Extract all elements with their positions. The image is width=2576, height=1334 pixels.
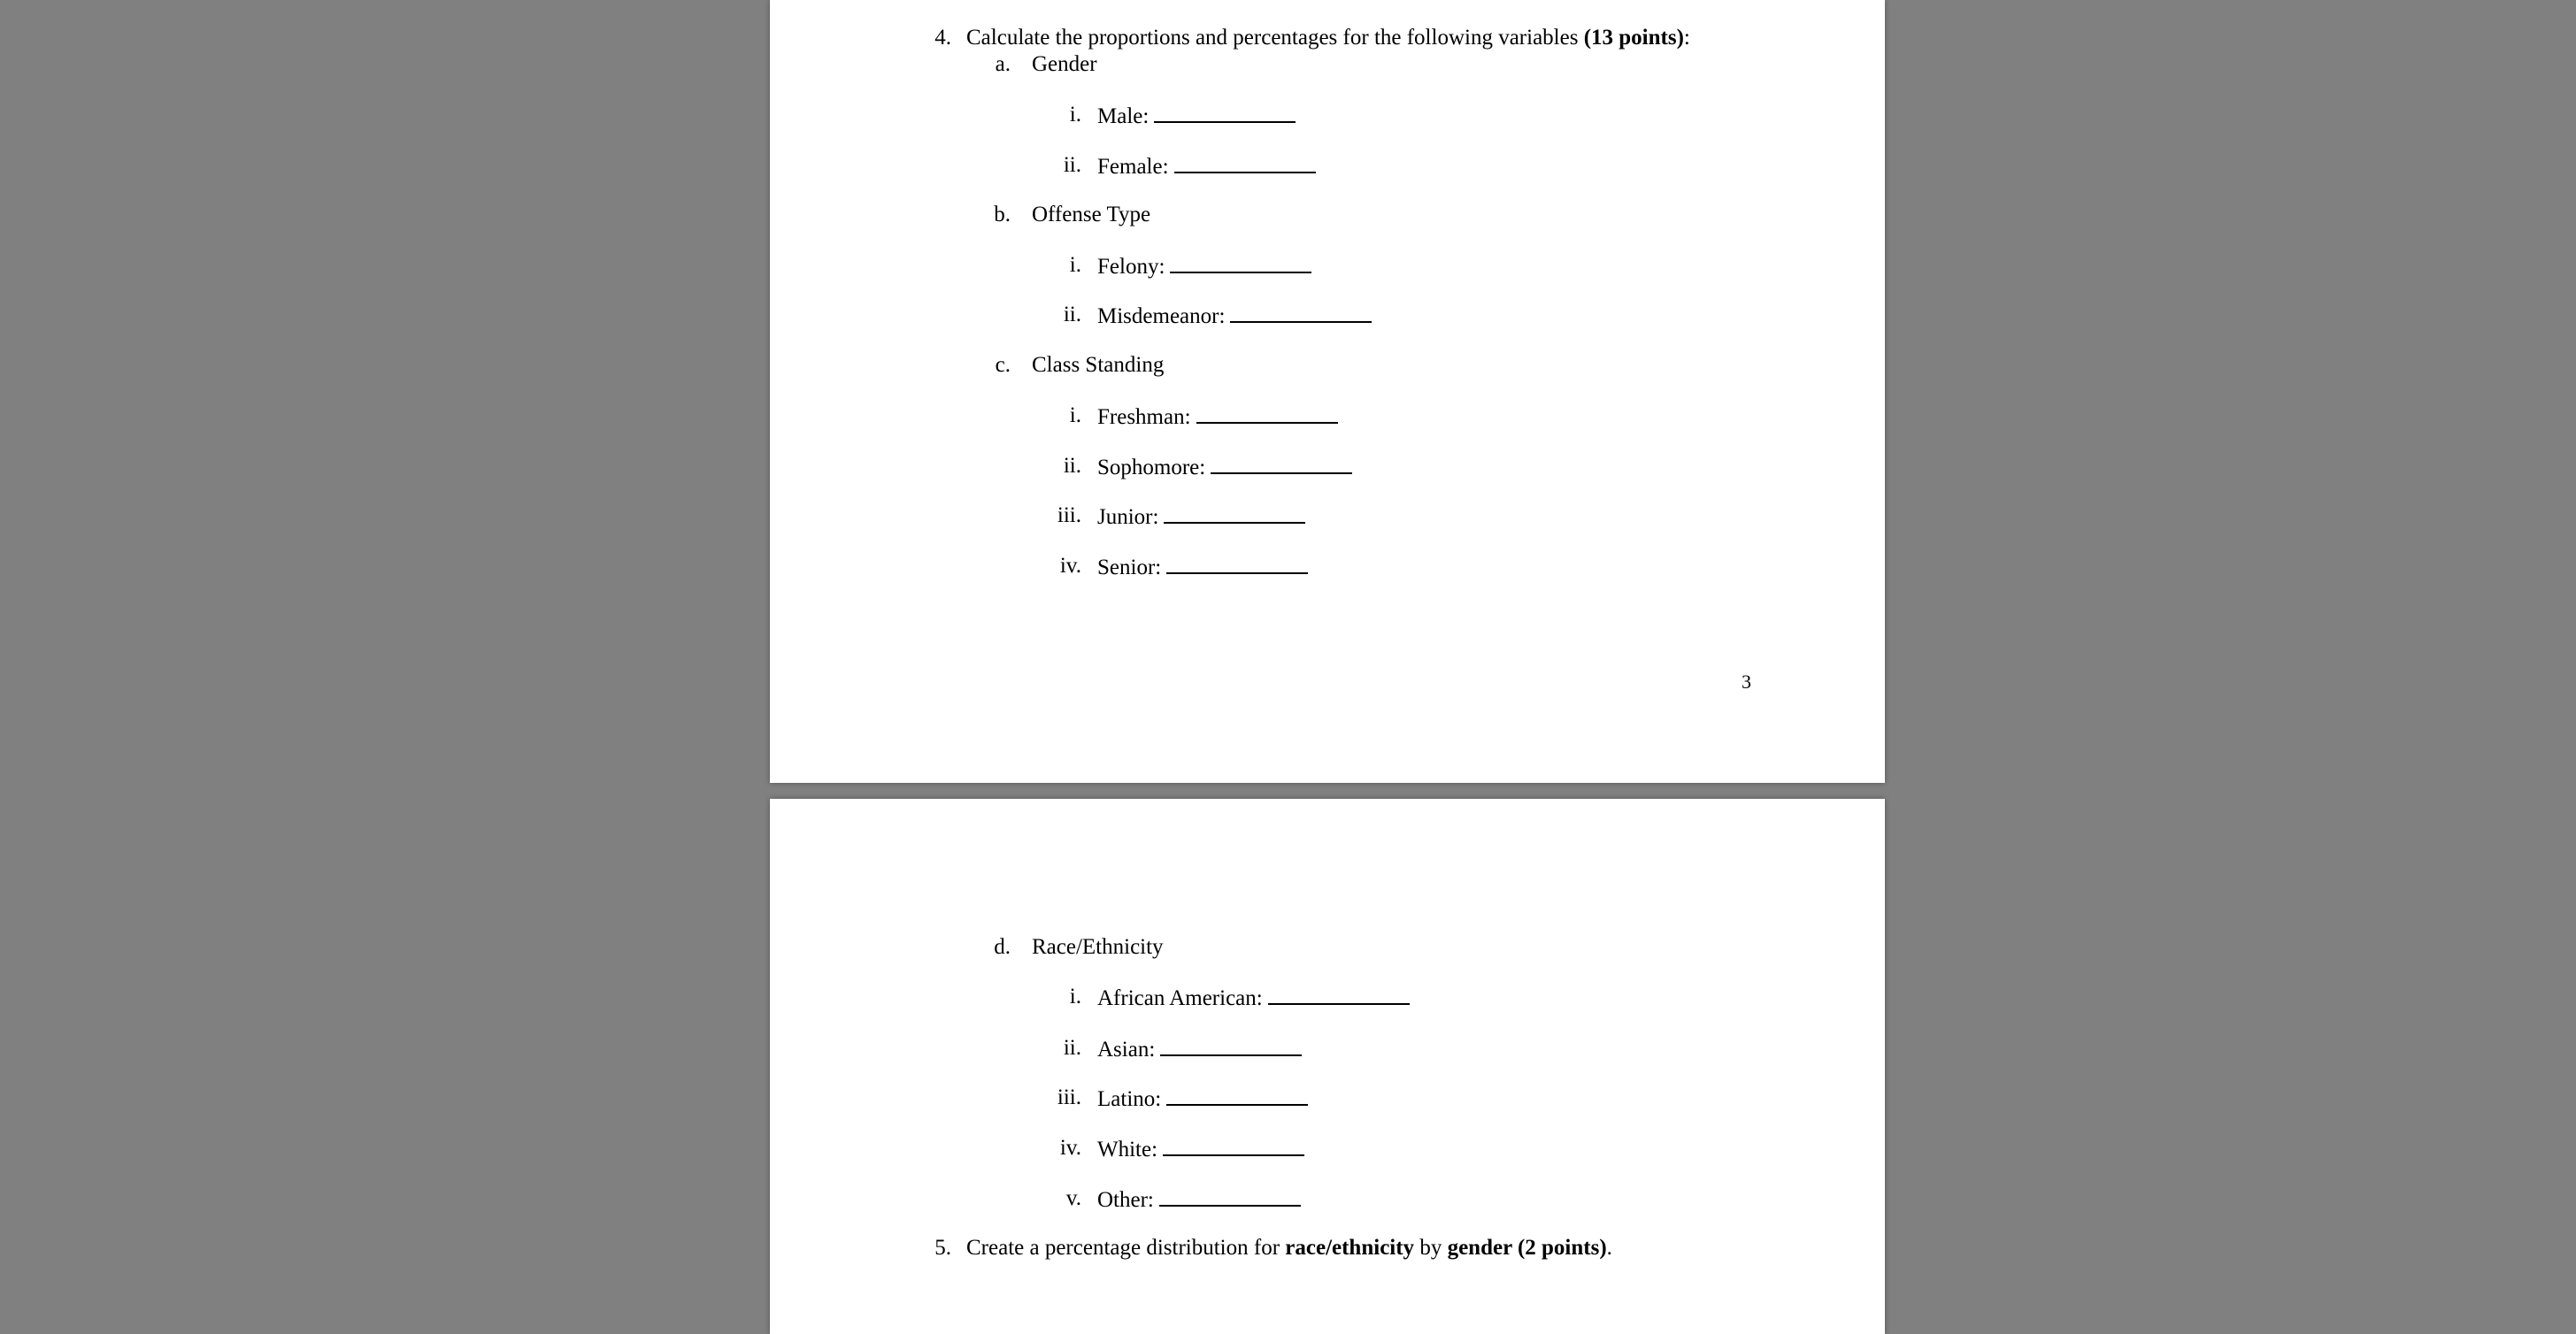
answer-label: Female: xyxy=(1097,155,1169,179)
question-text-suffix: : xyxy=(1683,26,1690,50)
page-number: 3 xyxy=(1742,671,1751,693)
answer-blank[interactable] xyxy=(1164,502,1305,524)
question-emphasis-1: race/ethnicity xyxy=(1285,1236,1415,1260)
subitem-marker: d. xyxy=(994,935,1011,959)
roman-marker: iii. xyxy=(1057,503,1081,527)
answer-blank[interactable] xyxy=(1170,252,1311,273)
document-page-4 xyxy=(770,799,1885,1334)
roman-marker: ii. xyxy=(1063,454,1081,478)
question-text-mid: by xyxy=(1414,1236,1448,1260)
answer-blank[interactable] xyxy=(1160,1035,1302,1056)
roman-marker: ii. xyxy=(1063,153,1081,177)
question-text-prefix: Calculate the proportions and percentages for the following variables xyxy=(966,26,1584,50)
subitem-marker: a. xyxy=(995,52,1011,76)
subitem-label: Race/Ethnicity xyxy=(1032,935,1164,959)
answer-label: Latino: xyxy=(1097,1087,1162,1111)
roman-marker: iv. xyxy=(1059,554,1081,578)
answer-label: African American: xyxy=(1097,986,1263,1010)
answer-blank[interactable] xyxy=(1268,984,1410,1005)
answer-blank[interactable] xyxy=(1211,453,1352,474)
answer-blank[interactable] xyxy=(1159,1185,1301,1207)
roman-marker: i. xyxy=(1069,403,1081,427)
roman-marker: iv. xyxy=(1059,1136,1081,1160)
answer-label: Freshman: xyxy=(1097,405,1191,429)
question-text xyxy=(966,25,1690,51)
answer-blank[interactable] xyxy=(1230,302,1372,323)
subitem-label: Class Standing xyxy=(1032,353,1165,377)
question-text-prefix: Create a percentage distribution for xyxy=(966,1236,1286,1260)
answer-blank[interactable] xyxy=(1174,152,1316,173)
answer-label: Male: xyxy=(1097,104,1150,128)
roman-marker: iii. xyxy=(1057,1085,1081,1109)
answer-blank[interactable] xyxy=(1166,1085,1308,1106)
answer-label: White: xyxy=(1097,1138,1158,1162)
question-text xyxy=(966,1235,1612,1261)
answer-blank[interactable] xyxy=(1166,553,1308,574)
question-points: (13 points) xyxy=(1583,26,1684,50)
answer-label: Senior: xyxy=(1097,556,1162,579)
answer-label: Felony: xyxy=(1097,255,1165,279)
question-number: 5. xyxy=(934,1236,951,1260)
subitem-label: Gender xyxy=(1032,52,1097,76)
answer-blank[interactable] xyxy=(1154,102,1296,123)
question-emphasis-2: gender (2 points) xyxy=(1447,1236,1607,1260)
answer-label: Junior: xyxy=(1097,505,1159,529)
answer-label: Sophomore: xyxy=(1097,456,1206,479)
roman-marker: ii. xyxy=(1063,303,1081,326)
document-page-3 xyxy=(770,0,1885,783)
roman-marker: ii. xyxy=(1063,1036,1081,1060)
answer-blank[interactable] xyxy=(1196,402,1338,424)
roman-marker: i. xyxy=(1069,253,1081,277)
roman-marker: i. xyxy=(1069,985,1081,1008)
answer-label: Misdemeanor: xyxy=(1097,304,1226,328)
question-text-suffix: . xyxy=(1606,1236,1612,1260)
roman-marker: v. xyxy=(1065,1186,1081,1210)
subitem-label: Offense Type xyxy=(1032,203,1151,226)
subitem-marker: c. xyxy=(995,353,1011,377)
answer-label: Other: xyxy=(1097,1188,1154,1212)
roman-marker: i. xyxy=(1069,103,1081,126)
question-number: 4. xyxy=(934,26,951,50)
answer-blank[interactable] xyxy=(1163,1135,1304,1156)
answer-label: Asian: xyxy=(1097,1038,1156,1062)
subitem-marker: b. xyxy=(994,203,1011,226)
